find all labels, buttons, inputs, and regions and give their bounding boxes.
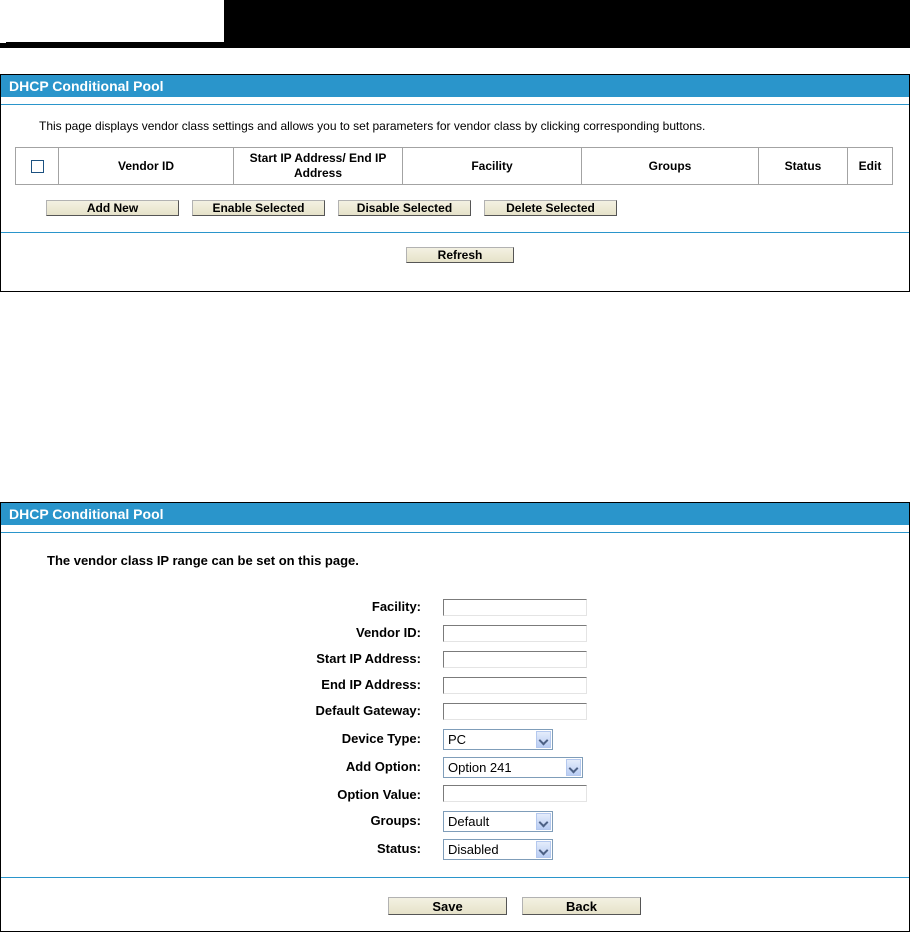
option-value-input[interactable] [443, 785, 587, 802]
vendor-id-input[interactable] [443, 625, 587, 642]
chevron-down-icon[interactable] [536, 731, 551, 748]
device-type-select[interactable] [443, 729, 553, 750]
groups-row [1, 811, 909, 831]
col-facility: Facility [403, 148, 582, 185]
table-header-row [16, 148, 893, 185]
status-value: Disabled [448, 842, 499, 857]
add-option-value: Option 241 [448, 760, 512, 775]
vendor-class-table [15, 147, 893, 185]
facility-label: Facility: [371, 599, 421, 614]
col-edit: Edit [848, 148, 893, 185]
facility-row [1, 597, 909, 617]
facility-input[interactable] [443, 599, 587, 616]
col-ip-range-line2: Address [293, 166, 343, 180]
col-ip-range [234, 148, 403, 185]
form-instruction: The vendor class IP range can be set on this page. [47, 553, 359, 568]
groups-value: Default [448, 814, 490, 829]
select-all-checkbox[interactable] [31, 160, 44, 173]
default-gateway-input[interactable] [443, 703, 587, 720]
title-divider [1, 97, 909, 105]
vendor-class-form-panel [0, 502, 910, 932]
device-type-row [1, 729, 909, 749]
end-ip-row [1, 675, 909, 695]
divider-line [1, 877, 909, 878]
panel-title: DHCP Conditional Pool [1, 503, 909, 525]
end-ip-label: End IP Address: [321, 677, 421, 692]
device-type-value: PC [448, 732, 467, 747]
disable-selected-button[interactable]: Disable Selected [338, 200, 471, 216]
refresh-button[interactable]: Refresh [406, 247, 514, 263]
start-ip-label: Start IP Address: [316, 651, 421, 666]
chevron-down-icon[interactable] [536, 813, 551, 830]
col-ip-range-line1: Start IP Address/ End IP [249, 151, 387, 165]
panel-title: DHCP Conditional Pool [1, 75, 909, 97]
page-description: This page displays vendor class settings and allows you to set parameters for vendor class by clicking corresponding buttons. [39, 119, 706, 133]
col-groups: Groups [582, 148, 759, 185]
start-ip-input[interactable] [443, 651, 587, 668]
chevron-down-icon[interactable] [536, 841, 551, 858]
vendor-id-row [1, 623, 909, 643]
logo-underline [6, 42, 224, 44]
add-option-select[interactable] [443, 757, 583, 778]
col-vendor-id: Vendor ID [59, 148, 234, 185]
title-divider [1, 525, 909, 533]
add-new-button[interactable]: Add New [46, 200, 179, 216]
default-gateway-row [1, 701, 909, 721]
vendor-class-list-panel [0, 74, 910, 292]
device-type-label: Device Type: [341, 731, 421, 746]
status-label: Status: [376, 841, 421, 856]
top-banner [0, 0, 910, 48]
option-value-row [1, 785, 909, 805]
save-button[interactable]: Save [388, 897, 507, 915]
back-button[interactable]: Back [522, 897, 641, 915]
chevron-down-icon[interactable] [566, 759, 581, 776]
status-row [1, 839, 909, 859]
vendor-id-label: Vendor ID: [355, 625, 421, 640]
action-button-row [1, 185, 909, 225]
groups-label: Groups: [370, 813, 421, 828]
enable-selected-button[interactable]: Enable Selected [192, 200, 325, 216]
status-select[interactable] [443, 839, 553, 860]
add-option-row [1, 757, 909, 777]
start-ip-row [1, 649, 909, 669]
end-ip-input[interactable] [443, 677, 587, 694]
col-status: Status [759, 148, 848, 185]
groups-select[interactable] [443, 811, 553, 832]
option-value-label: Option Value: [337, 787, 421, 802]
delete-selected-button[interactable]: Delete Selected [484, 200, 617, 216]
select-all-cell [16, 148, 59, 185]
add-option-label: Add Option: [345, 759, 421, 774]
refresh-row [1, 233, 909, 277]
logo-area [0, 0, 224, 43]
default-gateway-label: Default Gateway: [315, 703, 421, 718]
